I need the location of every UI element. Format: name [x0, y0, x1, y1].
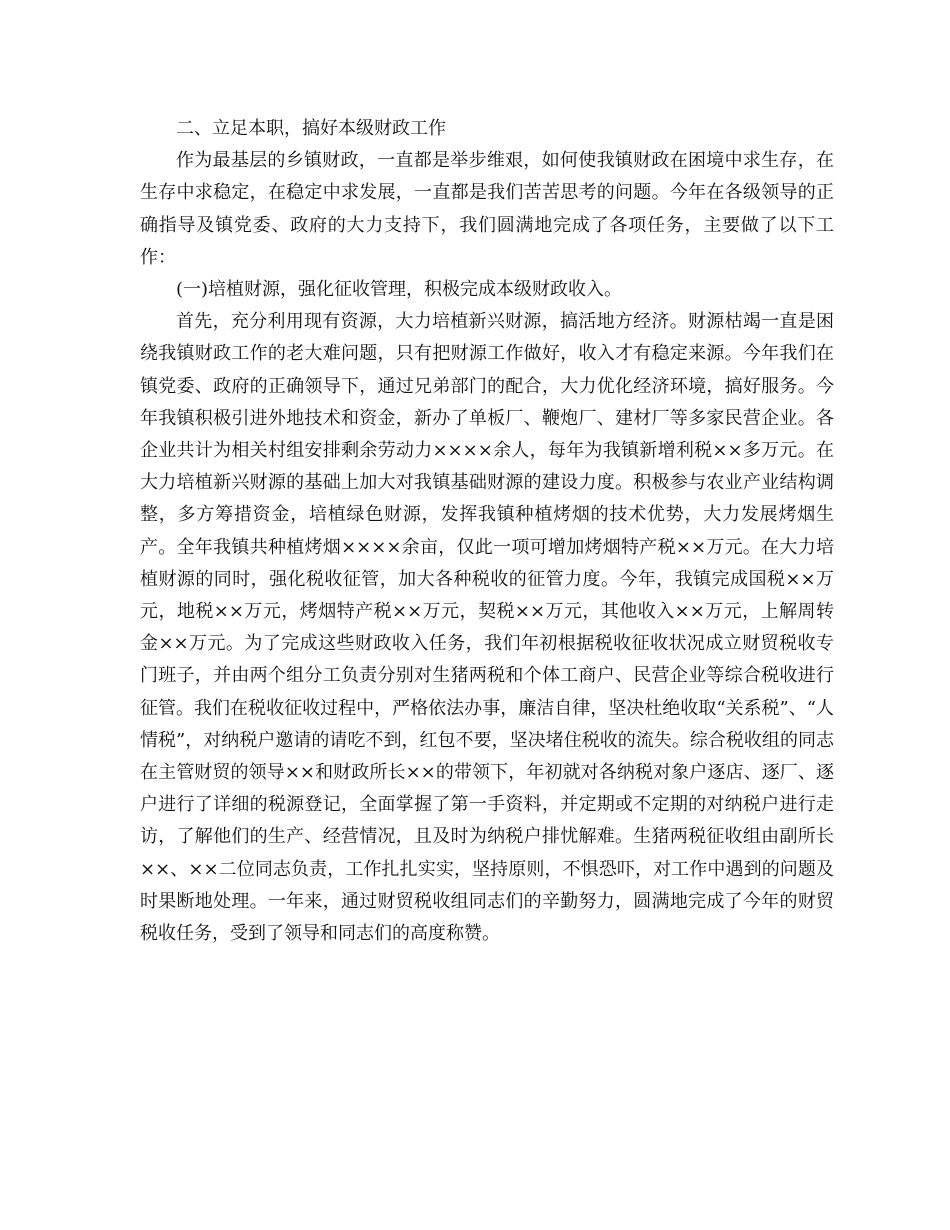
section-heading: 二、立足本职，搞好本级财政工作: [176, 118, 446, 139]
body-paragraph: 首先，充分利用现有资源，大力培植新兴财源，搞活地方经济。财源枯竭一直是困绕我镇财政工作的老大难问题，只有把财源工作做好，收入才有稳定来源。今年我们在镇党委、政府的正确领导下，通过兄弟部门的配合，大力优化经济环境，搞好服务。今年我镇积极引进外地技术和资金，新办了单板厂、鞭炮厂、建材厂等多家民营企业。各企业共计为相关村组安排剩余劳动力××××余人，每年为我镇新增利税××多万元。在大力培植新兴财源的基础上加大对我镇基础财源的建设力度。积极参与农业产业结构调整，多方筹措资金，培植绿色财源，发挥我镇种植烤烟的技术优势，大力发展烤烟生产。全年我镇共种植烤烟××××余亩，仅此一项可增加烤烟特产税××万元。在大力培植财源的同时，强化税收征管，加大各种税收的征管力度。今年，我镇完成国税××万元，地税××万元，烤烟特产税××万元，契税××万元，其他收入××万元，上解周转金××万元。为了完成这些财政收入任务，我们年初根据税收征收状况成立财贸税收专门班子，并由两个组分工负责分别对生猪两税和个体工商户、民营企业等综合税收进行征管。我们在税收征收过程中，严格依法办事，廉洁自律，坚决杜绝收取“关系税”、“人情税”，对纳税户邀请的请吃不到，红包不要，坚决堵住税收的流失。综合税收组的同志在主管财贸的领导××和财政所长××的带领下，年初就对各纳税对象户逐店、逐厂、逐户进行了详细的税源登记，全面掌握了第一手资料，并定期或不定期的对纳税户进行走访，了解他们的生产、经营情况，且及时为纳税户排忧解难。生猪两税征收组由副所长××、××二位同志负责，工作扎扎实实，坚持原则，不惧恐吓，对工作中遇到的问题及时果断地处理。一年来，通过财贸税收组同志们的辛勤努力，圆满地完成了今年的财贸税收任务，受到了领导和同志们的高度称赞。: [140, 311, 834, 945]
intro-paragraph: 作为最基层的乡镇财政，一直都是举步维艰，如何使我镇财政在困境中求生存，在生存中求稳定，在稳定中求发展，一直都是我们苦苦思考的问题。今年在各级领导的正确指导及镇党委、政府的大力支持下，我们圆满地完成了各项任务，主要做了以下工作：: [140, 150, 834, 268]
subsection-heading: (一)培植财源，强化征收管理，积极完成本级财政收入。: [176, 279, 623, 301]
document-page: [140, 113, 834, 950]
